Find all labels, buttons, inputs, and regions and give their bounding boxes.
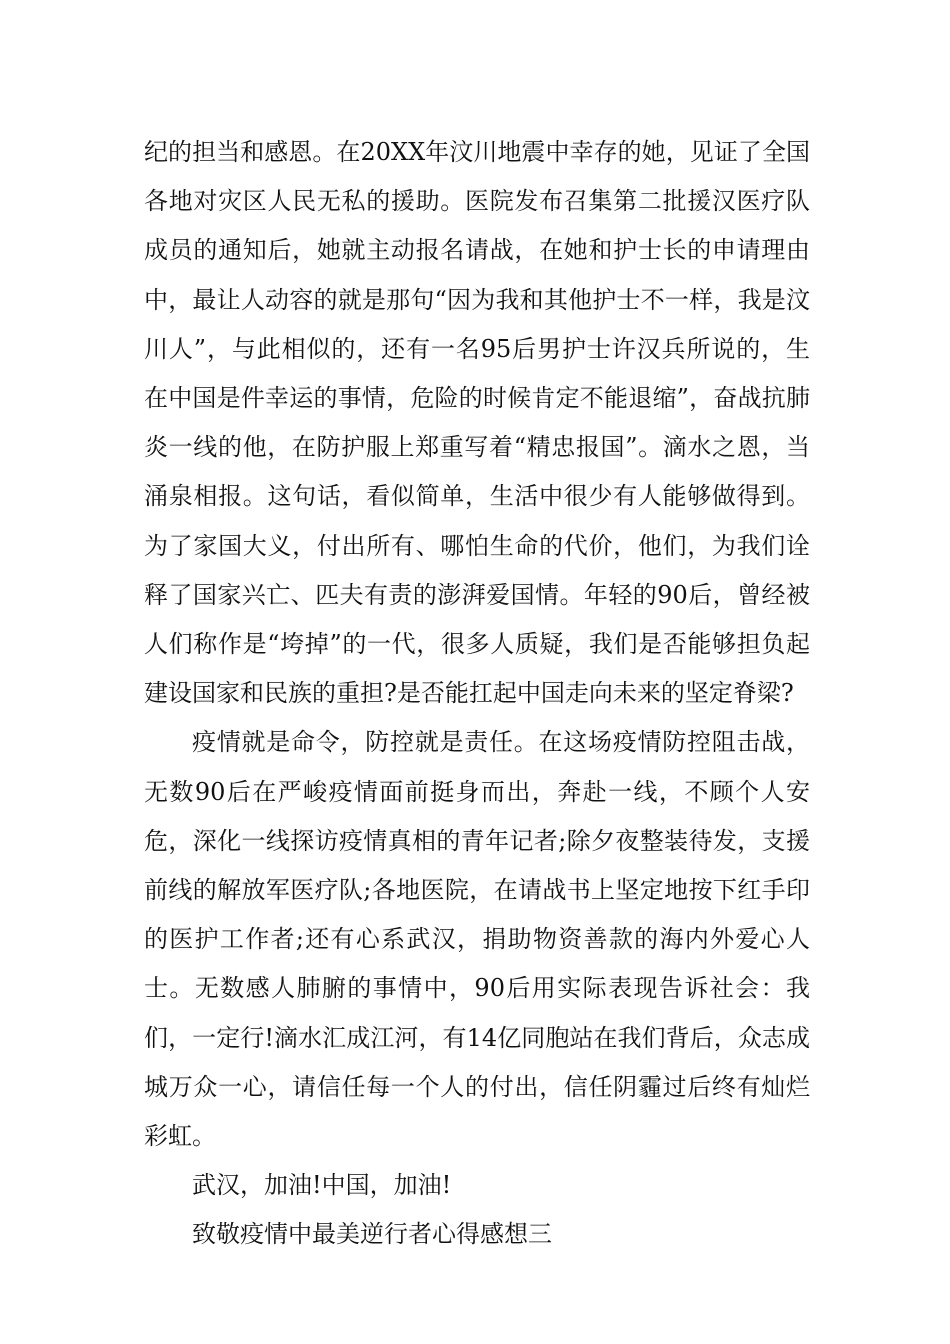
- section-heading-reflection-three: 致敬疫情中最美逆行者心得感想三: [192, 1220, 552, 1249]
- document-body: [144, 128, 810, 1260]
- paragraph-continuation: 纪的担当和感恩。在20XX年汶川地震中幸存的她，见证了全国各地对灾区人民无私的援助。医院发布召集第二批援汉医疗队成员的通知后，她就主动报名请战，在她和护士长的申请理由中，最让人动容的就是那句“因为我和其他护士不一样，我是汶川人”，与此相似的，还有一名95后男护士许汉兵所说的，生在中国是件幸运的事情，危险的时候肯定不能退缩”，奋战抗肺炎一线的他，在防护服上郑重写着“精忠报国”。滴水之恩，当涌泉相报。这句话，看似简单，生活中很少有人能够做得到。为了家国大义，付出所有、哪怕生命的代价，他们，为我们诠释了国家兴亡、匹夫有责的澎湃爱国情。年轻的90后，曾经被人们称作是“垮掉”的一代，很多人质疑，我们是否能够担负起建设国家和民族的重担?是否能扛起中国走向未来的坚定脊梁?: [144, 138, 810, 708]
- paragraph-slogan: 武汉，加油!中国，加油!: [192, 1171, 452, 1200]
- paragraph-epidemic-command: 疫情就是命令，防控就是责任。在这场疫情防控阻击战，无数90后在严峻疫情面前挺身而出，奔赴一线，不顾个人安危，深化一线探访疫情真相的青年记者;除夕夜整装待发，支援前线的解放军医疗队;各地医院，在请战书上坚定地按下红手印的医护工作者;还有心系武汉，捐助物资善款的海内外爱心人士。无数感人肺腑的事情中，90后用实际表现告诉社会：我们，一定行!滴水汇成江河，有14亿同胞站在我们背后，众志成城万众一心，请信任每一个人的付出，信任阴霾过后终有灿烂彩虹。: [144, 728, 810, 1151]
